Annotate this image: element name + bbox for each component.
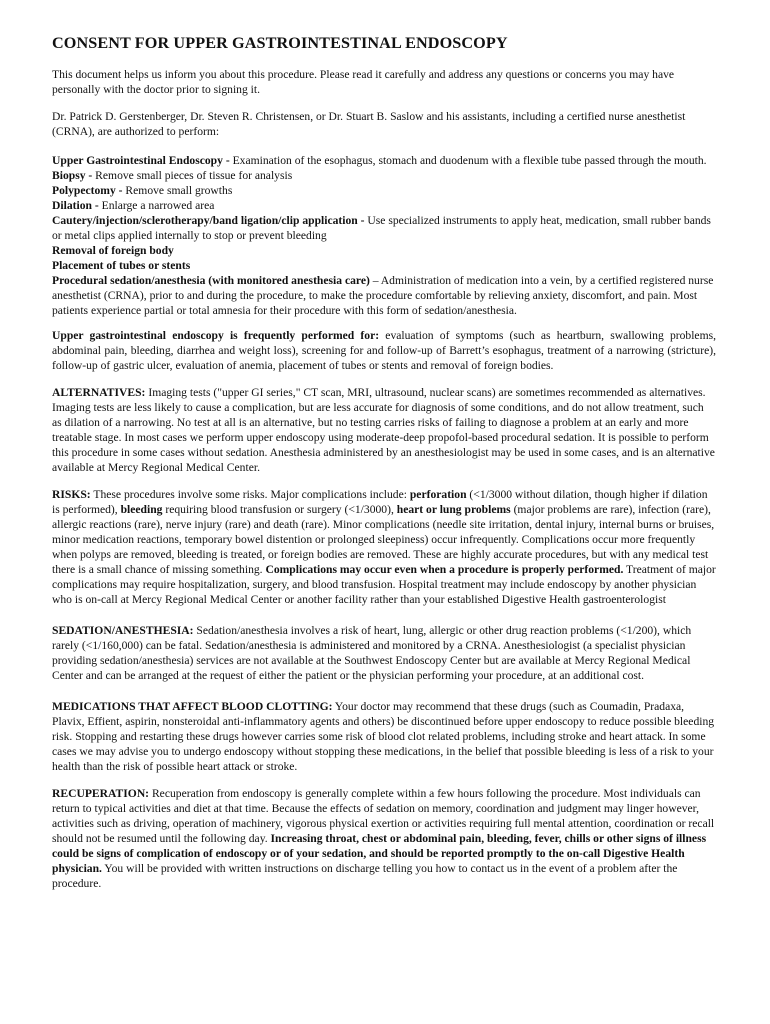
sedation-paragraph: SEDATION/ANESTHESIA: Sedation/anesthesia involves a risk of heart, lung, allergic or other drug reaction problems (<1/200), which rarely (<1/160,000) can be fatal. Sedation/anesthesia is administered and monitored by a CRNA. Anesthesiologist (a specialist physician providing sedation/anesthesia) services are not available at the Southwest Endoscopy Center but are available at Mercy Regional Medical Center and can be arranged at the request of either the patient or the physician performing your procedure, at an additional cost. (52, 624, 692, 682)
medications-paragraph: MEDICATIONS THAT AFFECT BLOOD CLOTTING: Your doctor may recommend that these drugs (such as Coumadin, Pradaxa, Plavix, Effient, aspirin, nonsteroidal anti-inflammatory agents and others) be discontinued before upper endoscopy to reduce possible bleeding risk. Stopping and restarting these drugs however carries some risk of blood clot related problems, including stroke and heart attack. In some cases we may advise you to undergo endoscopy without stopping these medications, in the belief that possible bleeding is less of a risk to your health than the risk of possible heart attack or stroke. (52, 700, 715, 773)
performed-for-paragraph: Upper gastrointestinal endoscopy is frequently performed for: evaluation of symptoms (such as heartburn, swallowing problems, abdominal pain, bleeding, diarrhea and weight loss), screening for and follow-up of Barrett’s esophagus, treatment of a narrowing (stricture), follow-up of gastric ulcer, evaluation of anemia, placement of tubes or stents and removal of foreign bodies. (52, 329, 716, 372)
procedure-item: Biopsy - Remove small pieces of tissue for analysis (52, 169, 293, 182)
procedure-item: Placement of tubes or stents (52, 259, 191, 272)
procedure-item: Procedural sedation/anesthesia (with monitored anesthesia care) – Administration of medication into a vein, by a certified registered nurse anesthetist (CRNA), prior to and during the procedure, to make the procedure comfortable by relieving anxiety, discomfort, and pain. Most patients experience partial or total amnesia for their procedure with this form of sedation/anesthesia. (52, 274, 714, 317)
alternatives-paragraph: ALTERNATIVES: Imaging tests ("upper GI series," CT scan, MRI, ultrasound, nuclear scans) are sometimes recommended as alternatives. Imaging tests are less likely to cause a complication, but are less accurate for diagnosis of some conditions, and do not allow treatment, such as dilation of a narrowing. No test at all is an alternative, but no testing carries risks of failing to diagnose a problem at an early and more treatable stage. In most cases we perform upper endoscopy using moderate-deep propofol-based procedural sedation. It is possible to perform this procedure in some cases without sedation. Anesthesia administered by an anesthesiologist may be used in some cases, and is an alternative available at Mercy Regional Medical Center. (52, 386, 715, 474)
procedure-item: Removal of foreign body (52, 244, 174, 257)
intro-paragraph: This document helps us inform you about this procedure. Please read it carefully and address any questions or concerns you may have personally with the doctor prior to signing it. (52, 68, 675, 96)
procedure-item: Cautery/injection/sclerotherapy/band ligation/clip application - Use specialized instruments to apply heat, medication, small rubber bands or metal clips applied internally to stop or prevent bleeding (52, 214, 711, 242)
recuperation-paragraph: RECUPERATION: Recuperation from endoscopy is generally complete within a few hours following the procedure. Most individuals can return to typical activities and diet at that time. Because the effects of sedation on memory, coordination and judgment may linger however, activities such as driving, operation of machinery, vigorous physical exertion or activities requiring full mental attention, coordination or recall should not be resumed until the following day. Increasing throat, chest or abdominal pain, bleeding, fever, chills or other signs of illness could be signs of complication of endoscopy or of your sedation, and should be reported promptly to the on-call Digestive Health physician. You will be provided with written instructions on discharge telling you how to contact us in the event of a problem after the procedure. (52, 787, 715, 890)
procedure-item: Dilation - Enlarge a narrowed area (52, 199, 215, 212)
procedure-item: Upper Gastrointestinal Endoscopy - Examination of the esophagus, stomach and duodenum with a flexible tube passed through the mouth. (52, 154, 707, 167)
document-title: CONSENT FOR UPPER GASTROINTESTINAL ENDOSCOPY (52, 34, 508, 52)
risks-paragraph: RISKS: These procedures involve some risks. Major complications include: perforation (<1/3000 without dilation, though higher if dilation is performed), bleeding requiring blood transfusion or surgery (<1/3000), heart or lung problems (major problems are rare), infection (rare), allergic reactions (rare), nerve injury (rare) and death (rare). Minor complications (needle site irritation, dental injury, internal burns or bruises, minor medication reactions, temporary bowel distention or prolonged sleepiness) occur infrequently. Complications occur more frequently when polyps are removed, bleeding is treated, or foreign bodies are removed. These are highly accurate procedures, but with any medical test there is a small chance of missing something. Complications may occur even when a procedure is properly performed. Treatment of major complications may require hospitalization, surgery, and blood transfusion. Hospital treatment may include endoscopy by another physician who is on-call at Mercy Regional Medical Center or another facility rather than your established Digestive Health gastroenterologist (52, 488, 716, 606)
procedure-item: Polypectomy - Remove small growths (52, 184, 233, 197)
procedure-list (52, 153, 716, 318)
authorization-paragraph: Dr. Patrick D. Gerstenberger, Dr. Steven R. Christensen, or Dr. Stuart B. Saslow and his assistants, including a certified nurse anesthetist (CRNA), are authorized to perform: (52, 110, 686, 138)
